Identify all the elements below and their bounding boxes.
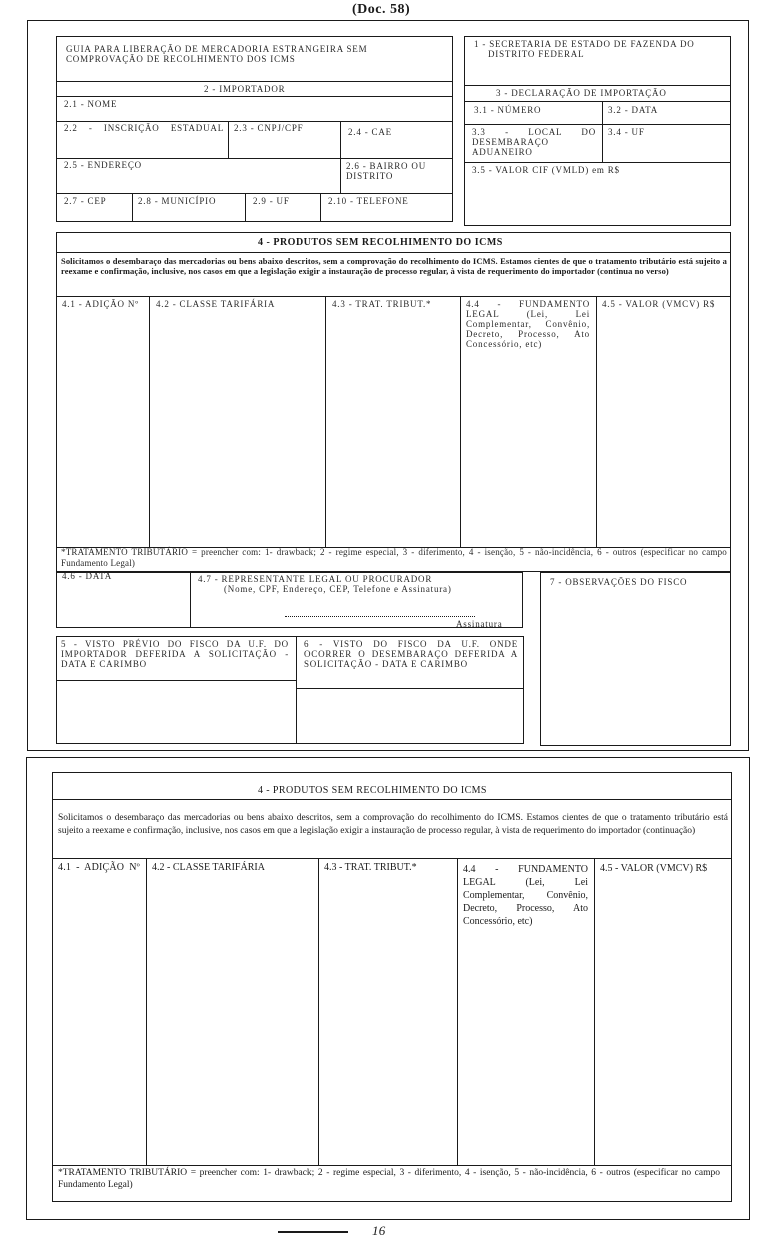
field-5-visto-previo[interactable]: 5 - VISTO PRÉVIO DO FISCO DA U.F. DO IMPORTADOR DEFERIDA A SOLICITAÇÃO - DATA E CARIMBO bbox=[61, 639, 289, 669]
field-2-8-municipio[interactable]: 2.8 - MUNICÍPIO bbox=[138, 196, 217, 206]
assinatura-label: Assinatura bbox=[456, 619, 503, 629]
col-4-2-classe: 4.2 - CLASSE TARIFÁRIA bbox=[156, 299, 276, 309]
produtos-block bbox=[56, 232, 731, 572]
col-4-1-adicao-continuation: 4.1 - ADIÇÃO Nº bbox=[58, 862, 140, 873]
footnote-tratamento-continuation: *TRATAMENTO TRIBUTÁRIO = preencher com: 1- drawback; 2 - regime especial, 3 - diferimento, 4 - isenção, 5 - não-incidência, 6 - outros (especificar no campo Fundamento Legal) bbox=[58, 1168, 720, 1190]
produtos-intro: Solicitamos o desembaraço das mercadorias ou bens abaixo descritos, sem a comprovação do recolhimento do ICMS. Estamos cientes de que o tratamento tributário está sujeito a reexame e confirmação, inclusive, nos casos em que a legislação exigir a instauração de processo regular, à vista de requerimento do importador (continua no verso) bbox=[61, 256, 727, 276]
field-7-observacoes-box[interactable] bbox=[540, 572, 731, 746]
produtos-header: 4 - PRODUTOS SEM RECOLHIMENTO DO ICMS bbox=[258, 237, 503, 248]
field-4-7-representante bbox=[198, 574, 518, 594]
field-3-1-numero[interactable]: 3.1 - NÚMERO bbox=[474, 105, 542, 115]
col-4-1-adicao: 4.1 - ADIÇÃO Nº bbox=[62, 299, 139, 309]
col-4-3-trat-continuation: 4.3 - TRAT. TRIBUT.* bbox=[324, 862, 417, 873]
field-4-7-sublabel: (Nome, CPF, Endereço, CEP, Telefone e Assinatura) bbox=[224, 584, 452, 594]
field-7-observacoes: 7 - OBSERVAÇÕES DO FISCO bbox=[550, 577, 688, 587]
col-4-2-classe-continuation: 4.2 - CLASSE TARIFÁRIA bbox=[152, 862, 265, 873]
field-3-3-local[interactable]: 3.3 - LOCAL DO DESEMBARAÇO ADUANEIRO bbox=[472, 127, 596, 157]
field-2-2-inscricao[interactable]: 2.2 - INSCRIÇÃO ESTADUAL bbox=[64, 123, 224, 133]
produtos-intro-continuation: Solicitamos o desembaraço das mercadorias ou bens abaixo descritos, sem a comprovação do recolhimento do ICMS. Estamos cientes de que o tratamento tributário está sujeito a reexame e confirmação, inclusive, nos casos em que a legislação exigir a instauração de processo regular, à vista de requerimento do importador (continuação) bbox=[58, 813, 728, 836]
field-2-6-bairro[interactable]: 2.6 - BAIRRO OU DISTRITO bbox=[346, 161, 427, 181]
col-4-4-fundamento: 4.4 - FUNDAMENTO LEGAL (Lei, Lei Complementar, Convênio, Decreto, Processo, Ato Concessório, etc) bbox=[466, 299, 590, 349]
col-4-4-fundamento-continuation: 4.4 - FUNDAMENTO LEGAL (Lei, Lei Complementar, Convênio, Decreto, Processo, Ato Concessório, etc) bbox=[463, 864, 588, 927]
footnote-tratamento: *TRATAMENTO TRIBUTÁRIO = preencher com: 1- drawback; 2 - regime especial, 3 - diferimento, 4 - isenção, 5 - não-incidência, 6 - outros (especificar no campo Fundamento Legal) bbox=[61, 547, 727, 568]
field-2-7-cep[interactable]: 2.7 - CEP bbox=[64, 196, 107, 206]
field-3-2-data[interactable]: 3.2 - DATA bbox=[608, 105, 659, 115]
field-6-visto-fisco[interactable]: 6 - VISTO DO FISCO DA U.F. ONDE OCORRER O DESEMBARAÇO DEFERIDA A SOLICITAÇÃO - DATA E CARIMBO bbox=[304, 639, 518, 669]
secretaria: 1 - SECRETARIA DE ESTADO DE FAZENDA DO DISTRITO FEDERAL bbox=[474, 39, 695, 59]
col-4-5-valor: 4.5 - VALOR (VMCV) R$ bbox=[602, 299, 716, 309]
col-4-3-trat: 4.3 - TRAT. TRIBUT.* bbox=[332, 299, 432, 309]
doc-label: (Doc. 58) bbox=[352, 2, 411, 17]
field-3-5-valor-cif[interactable]: 3.5 - VALOR CIF (VMLD) em R$ bbox=[472, 165, 620, 175]
col-4-5-valor-continuation: 4.5 - VALOR (VMCV) R$ bbox=[600, 863, 708, 874]
field-2-10-telefone[interactable]: 2.10 - TELEFONE bbox=[328, 196, 409, 206]
field-4-7-label: 4.7 - REPRESENTANTE LEGAL OU PROCURADOR bbox=[198, 574, 433, 584]
field-3-4-uf[interactable]: 3.4 - UF bbox=[608, 127, 645, 137]
page-mark: 16 bbox=[372, 1223, 386, 1238]
field-2-5-endereco[interactable]: 2.5 - ENDEREÇO bbox=[64, 160, 142, 170]
field-2-9-uf[interactable]: 2.9 - UF bbox=[253, 196, 290, 206]
page-mark-line bbox=[278, 1231, 348, 1233]
guide-title: GUIA PARA LIBERAÇÃO DE MERCADORIA ESTRANGEIRA SEM COMPROVAÇÃO DE RECOLHIMENTO DOS ICMS bbox=[66, 44, 368, 64]
field-2-3-cnpj[interactable]: 2.3 - CNPJ/CPF bbox=[234, 123, 304, 133]
importador-header: 2 - IMPORTADOR bbox=[204, 84, 286, 94]
field-4-6-data: 4.6 - DATA bbox=[62, 571, 113, 581]
produtos-header-continuation: 4 - PRODUTOS SEM RECOLHIMENTO DO ICMS bbox=[258, 785, 487, 796]
signature-line bbox=[285, 616, 475, 617]
declaracao-header: 3 - DECLARAÇÃO DE IMPORTAÇÃO bbox=[496, 88, 667, 98]
field-2-4-cae[interactable]: 2.4 - CAE bbox=[348, 127, 392, 137]
field-2-1-nome[interactable]: 2.1 - NOME bbox=[64, 99, 118, 109]
